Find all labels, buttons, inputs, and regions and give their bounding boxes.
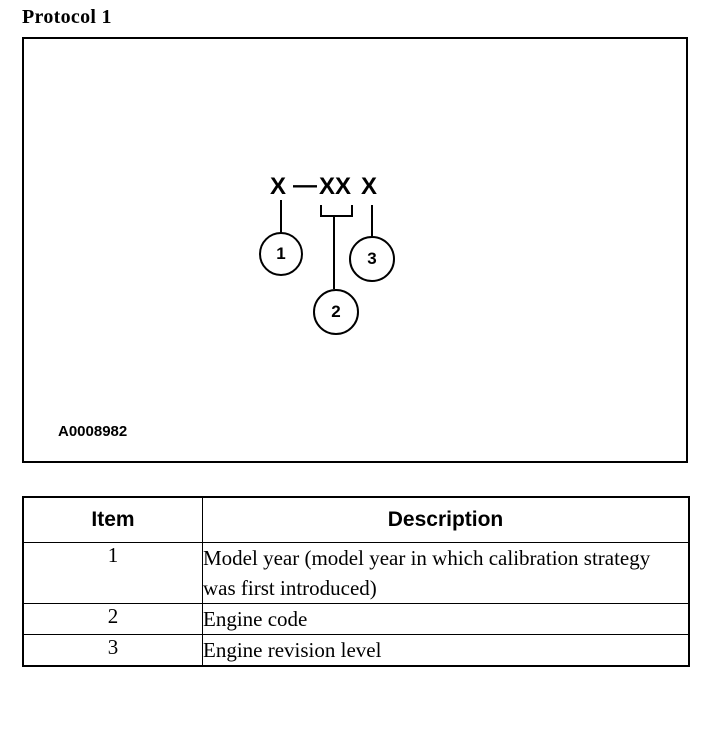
table-row bbox=[23, 604, 689, 635]
callout-label-1: 1 bbox=[276, 244, 286, 263]
column-header-item: Item bbox=[23, 497, 203, 543]
item-cell: 2 bbox=[23, 604, 203, 635]
figure-panel bbox=[22, 37, 688, 463]
code-revision: X bbox=[361, 173, 378, 200]
callout-label-2: 2 bbox=[331, 302, 341, 321]
page-title: Protocol 1 bbox=[22, 6, 112, 28]
table-header-row bbox=[23, 497, 689, 543]
description-cell: Engine code bbox=[203, 604, 690, 635]
table-row bbox=[23, 635, 689, 667]
code-dash: — bbox=[293, 172, 317, 199]
bracket-xx bbox=[321, 205, 352, 216]
column-header-description: Description bbox=[203, 497, 690, 543]
table-row bbox=[23, 543, 689, 604]
code-engine: XX bbox=[319, 173, 352, 200]
item-cell: 1 bbox=[23, 543, 203, 604]
description-table bbox=[22, 496, 690, 667]
figure-id: A0008982 bbox=[58, 423, 128, 440]
callout-label-3: 3 bbox=[367, 249, 377, 268]
description-cell: Model year (model year in which calibration strategy was first introduced) bbox=[203, 543, 690, 604]
description-cell: Engine revision level bbox=[203, 635, 690, 667]
code-model-year: X bbox=[270, 173, 287, 200]
item-cell: 3 bbox=[23, 635, 203, 667]
